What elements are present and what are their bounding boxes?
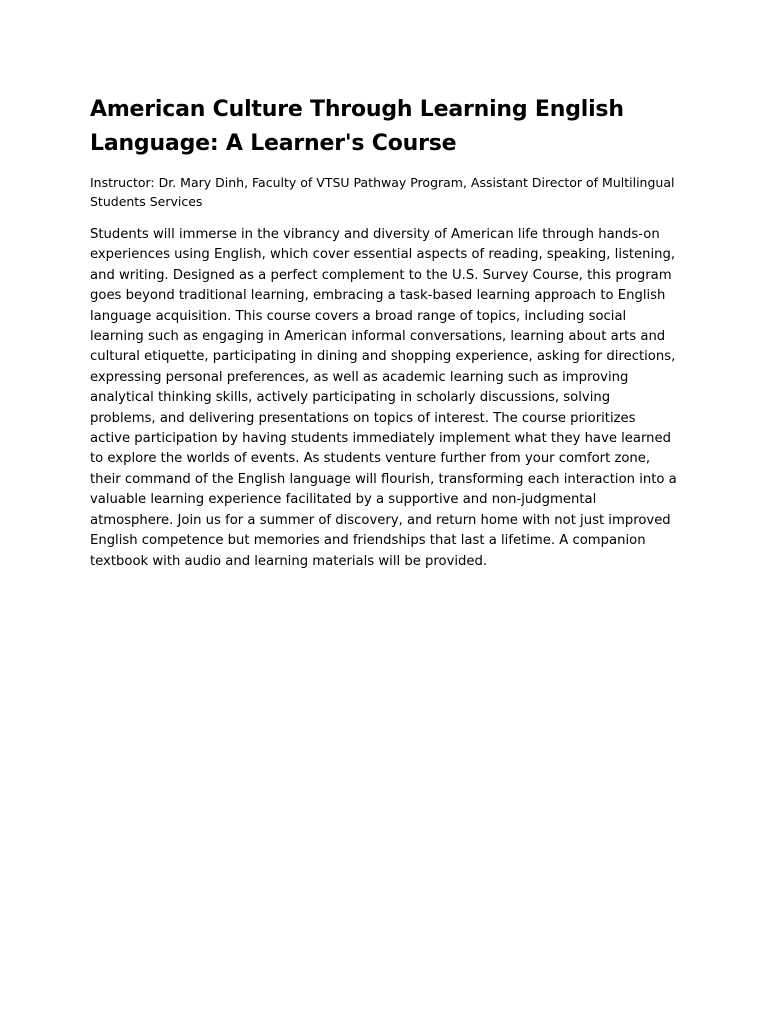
- course-title: American Culture Through Learning English Language: A Learner's Course: [90, 97, 624, 156]
- instructor-line: Instructor: Dr. Mary Dinh, Faculty of VTSU Pathway Program, Assistant Director of Multilingual Students Services: [90, 175, 675, 209]
- course-description: Students will immerse in the vibrancy and diversity of American life through hands-on experiences using English, which cover essential aspects of reading, speaking, listening, and writing. Designed as a perfect complement to the U.S. Survey Course, this program goes beyond traditional learning, embracing a task-based learning approach to English language acquisition. This course covers a broad range of topics, including social learning such as engaging in American informal conversations, learning about arts and cultural etiquette, participating in dining and shopping experience, asking for directions, expressing personal preferences, as well as academic learning such as improving analytical thinking skills, actively participating in scholarly discussions, solving problems, and delivering presentations on topics of interest. The course prioritizes active participation by having students immediately implement what they have learned to explore the worlds of events. As students venture further from your comfort zone, their command of the English language will flourish, transforming each interaction into a valuable learning experience facilitated by a supportive and non-judgmental atmosphere. Join us for a summer of discovery, and return home with not just improved English competence but memories and friendships that last a lifetime. A companion textbook with audio and learning materials will be provided.: [90, 227, 677, 569]
